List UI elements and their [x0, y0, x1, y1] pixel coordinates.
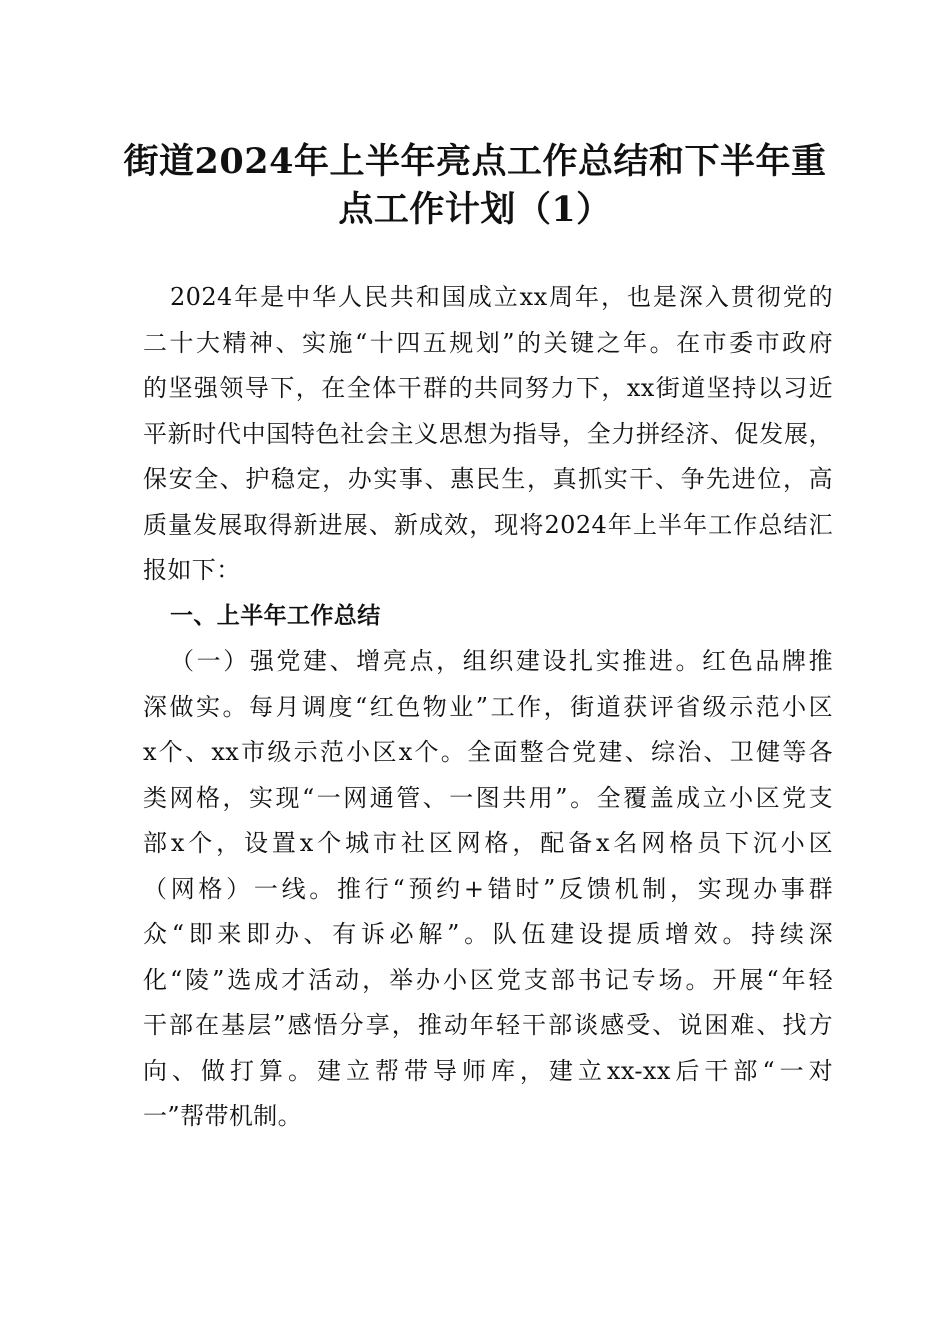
paragraph-line: 众“即来即办、有诉必解”。队伍建设提质增效。持续深: [143, 920, 833, 948]
paragraph-line: 2024年是中华人民共和国成立xx周年，也是深入贯彻党的: [170, 283, 833, 311]
paragraph-line: 的坚强领导下，在全体干群的共同努力下，xx街道坚持以习近: [143, 374, 833, 402]
paragraph-line: 报如下：: [143, 556, 241, 584]
paragraph-line: 干部在基层”感悟分享，推动年轻干部谈感受、说困难、找方: [143, 1011, 833, 1039]
document-title: [120, 138, 830, 234]
intro-paragraph: [143, 275, 833, 594]
paragraph-line: （网格）一线。推行“预约+错时”反馈机制，实现办事群: [143, 874, 833, 903]
document-body: [143, 275, 833, 1140]
paragraph-line: x个、xx市级示范小区x个。全面整合党建、综治、卫健等各: [143, 738, 833, 766]
title-line-2: 点工作计划（1）: [338, 189, 612, 230]
subsection-paragraph: [143, 639, 833, 1140]
paragraph-line: 一”帮带机制。: [143, 1102, 303, 1130]
paragraph-line: 质量发展取得新进展、新成效，现将2024年上半年工作总结汇: [143, 510, 833, 539]
paragraph-line: 向、做打算。建立帮带导师库，建立xx-xx后干部“一对: [143, 1056, 833, 1085]
paragraph-line: 类网格，实现“一网通管、一图共用”。全覆盖成立小区党支: [143, 783, 833, 812]
title-line-1: 街道2024年上半年亮点工作总结和下半年重: [123, 141, 827, 182]
paragraph-line: 保安全、护稳定，办实事、惠民生，真抓实干、争先进位，高: [143, 465, 833, 493]
paragraph-line: （一）强党建、增亮点，组织建设扎实推进。红色品牌推: [170, 647, 833, 675]
paragraph-line: 二十大精神、实施“十四五规划”的关键之年。在市委市政府: [143, 328, 833, 357]
paragraph-line: 平新时代中国特色社会主义思想为指导，全力拼经济、促发展，: [143, 419, 833, 448]
section-heading: 一、上半年工作总结: [170, 602, 381, 629]
paragraph-line: 化“陵”选成才活动，举办小区党支部书记专场。开展“年轻: [143, 965, 833, 994]
paragraph-line: 部x个，设置x个城市社区网格，配备x名网格员下沉小区: [143, 829, 833, 857]
paragraph-line: 深做实。每月调度“红色物业”工作，街道获评省级示范小区: [143, 692, 833, 721]
